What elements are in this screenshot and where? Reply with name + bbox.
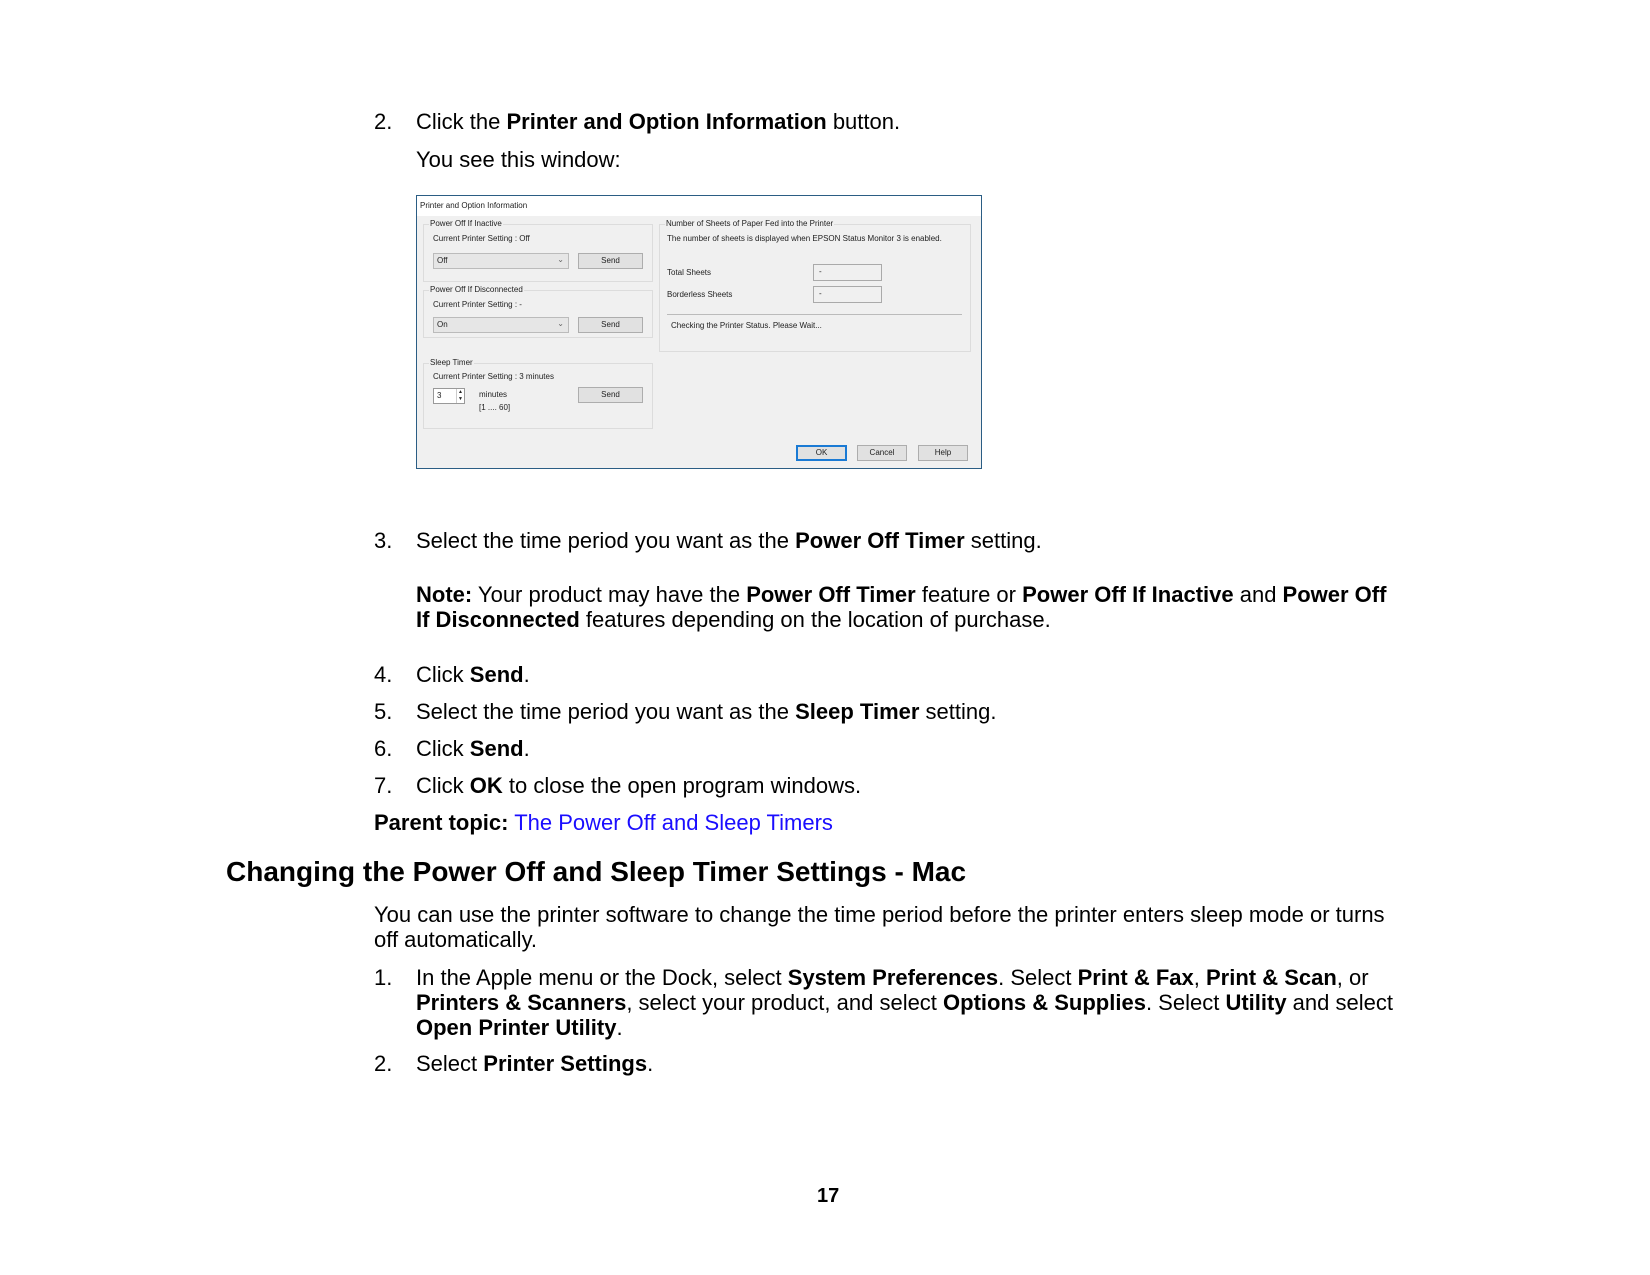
status-text: Checking the Printer Status. Please Wait... [671, 321, 822, 330]
step-2-text: Click the Printer and Option Information button. [416, 109, 901, 134]
printer-option-dialog-screenshot [416, 195, 982, 469]
ok-button[interactable]: OK [796, 445, 847, 461]
step-number: 6. [374, 736, 393, 761]
step-number: 1. [374, 965, 393, 990]
step-6-text: Click Send. [416, 736, 530, 761]
help-button[interactable]: Help [918, 445, 968, 461]
spinner-arrows-icon[interactable]: ▲ ▼ [456, 389, 464, 403]
group-label: Number of Sheets of Paper Fed into the Printer [666, 219, 834, 228]
step-5-text: Select the time period you want as the Sleep Timer setting. [416, 699, 997, 724]
parent-topic: Parent topic: The Power Off and Sleep Timers [374, 810, 833, 835]
current-setting: Current Printer Setting : 3 minutes [433, 372, 554, 381]
intro-line-2: off automatically. [374, 927, 538, 952]
separator [667, 314, 962, 315]
group-label: Power Off If Disconnected [430, 285, 523, 294]
current-setting: Current Printer Setting : - [433, 300, 522, 309]
sleep-timer-spinner[interactable]: 3 ▲ ▼ [433, 388, 465, 404]
borderless-sheets-field: - [813, 286, 882, 303]
send-button[interactable]: Send [578, 317, 643, 333]
section-heading: Changing the Power Off and Sleep Timer Settings - Mac [226, 856, 967, 887]
note-line-1: Note: Your product may have the Power Off Timer feature or Power Off If Inactive and Power Off [416, 582, 1387, 607]
step-4-text: Click Send. [416, 662, 530, 687]
step-3-text: Select the time period you want as the Power Off Timer setting. [416, 528, 1042, 553]
cancel-button[interactable]: Cancel [857, 445, 907, 461]
intro-line-1: You can use the printer software to change the time period before the printer enters sleep mode or turns [374, 902, 1385, 927]
chevron-down-icon: ⌄ [557, 319, 564, 328]
dialog-title: Printer and Option Information [420, 201, 528, 210]
power-off-disconnected-select[interactable]: On ⌄ [433, 317, 569, 333]
step-number: 4. [374, 662, 393, 687]
mac-step-1-line-2: Printers & Scanners, select your product, and select Options & Supplies. Select Utility and select [416, 990, 1393, 1015]
send-button[interactable]: Send [578, 253, 643, 269]
borderless-sheets-label: Borderless Sheets [667, 290, 733, 299]
power-off-inactive-select[interactable]: Off ⌄ [433, 253, 569, 269]
chevron-down-icon: ⌄ [557, 255, 564, 264]
total-sheets-label: Total Sheets [667, 268, 712, 277]
group-label: Power Off If Inactive [430, 219, 502, 228]
mac-step-1-line-3: Open Printer Utility. [416, 1015, 623, 1040]
page-number: 17 [817, 1185, 840, 1207]
step-number: 3. [374, 528, 393, 553]
step-number: 2. [374, 109, 393, 134]
unit-label: minutes [479, 390, 508, 399]
note-line-2: If Disconnected features depending on the location of purchase. [416, 607, 1051, 632]
group-label: Sleep Timer [430, 358, 473, 367]
mac-step-2-text: Select Printer Settings. [416, 1051, 654, 1076]
range-label: [1 .... 60] [479, 403, 511, 412]
send-button[interactable]: Send [578, 387, 643, 403]
sheets-description: The number of sheets is displayed when EPSON Status Monitor 3 is enabled. [667, 234, 942, 243]
step-7-text: Click OK to close the open program windows. [416, 773, 862, 798]
parent-topic-link[interactable]: The Power Off and Sleep Timers [514, 810, 833, 835]
mac-step-1-line-1: In the Apple menu or the Dock, select System Preferences. Select Print & Fax, Print & Scan, or [416, 965, 1369, 990]
step-number: 2. [374, 1051, 393, 1076]
step-number: 7. [374, 773, 393, 798]
current-setting: Current Printer Setting : Off [433, 234, 530, 243]
total-sheets-field: - [813, 264, 882, 281]
step-2-subtext: You see this window: [416, 147, 621, 172]
step-number: 5. [374, 699, 393, 724]
